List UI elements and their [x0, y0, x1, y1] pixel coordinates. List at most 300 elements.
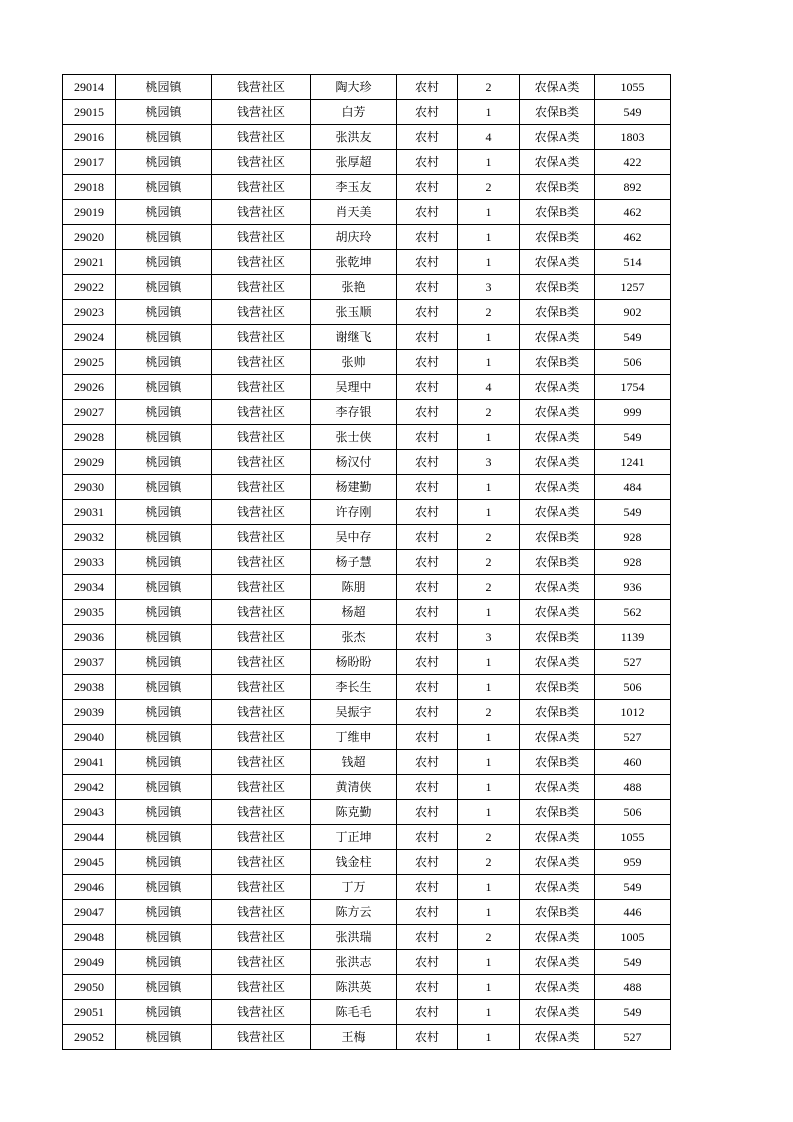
table-cell-amount: 527 [595, 650, 671, 675]
table-cell-community: 钱营社区 [212, 300, 311, 325]
table-cell-amount: 562 [595, 600, 671, 625]
table-cell-insurance-category: 农保A类 [520, 575, 595, 600]
table-cell-amount: 1055 [595, 825, 671, 850]
table-row [63, 825, 671, 850]
table-cell-community: 钱营社区 [212, 100, 311, 125]
table-cell-amount: 1139 [595, 625, 671, 650]
table-cell-amount: 506 [595, 350, 671, 375]
table-cell-record-id: 29041 [63, 750, 116, 775]
table-cell-town: 桃园镇 [116, 500, 212, 525]
table-cell-person-count: 4 [458, 375, 520, 400]
table-cell-record-id: 29017 [63, 150, 116, 175]
table-cell-town: 桃园镇 [116, 300, 212, 325]
table-cell-amount: 462 [595, 225, 671, 250]
table-cell-amount: 422 [595, 150, 671, 175]
table-cell-record-id: 29038 [63, 675, 116, 700]
table-cell-person-count: 1 [458, 425, 520, 450]
table-cell-amount: 1055 [595, 75, 671, 100]
table-cell-town: 桃园镇 [116, 550, 212, 575]
table-cell-residence-type: 农村 [397, 375, 458, 400]
table-cell-amount: 1257 [595, 275, 671, 300]
table-cell-community: 钱营社区 [212, 800, 311, 825]
table-cell-town: 桃园镇 [116, 175, 212, 200]
table-cell-residence-type: 农村 [397, 200, 458, 225]
table-cell-amount: 446 [595, 900, 671, 925]
table-cell-community: 钱营社区 [212, 575, 311, 600]
table-cell-insurance-category: 农保B类 [520, 100, 595, 125]
table-cell-insurance-category: 农保A类 [520, 1000, 595, 1025]
table-cell-community: 钱营社区 [212, 75, 311, 100]
table-cell-community: 钱营社区 [212, 275, 311, 300]
table-row [63, 75, 671, 100]
table-cell-insurance-category: 农保B类 [520, 300, 595, 325]
table-cell-town: 桃园镇 [116, 1025, 212, 1050]
table-cell-insurance-category: 农保A类 [520, 1025, 595, 1050]
table-cell-insurance-category: 农保A类 [520, 125, 595, 150]
table-cell-amount: 1005 [595, 925, 671, 950]
table-cell-town: 桃园镇 [116, 125, 212, 150]
table-cell-residence-type: 农村 [397, 450, 458, 475]
table-cell-record-id: 29043 [63, 800, 116, 825]
table-cell-record-id: 29028 [63, 425, 116, 450]
table-cell-residence-type: 农村 [397, 475, 458, 500]
table-cell-town: 桃园镇 [116, 775, 212, 800]
table-row [63, 525, 671, 550]
table-cell-insurance-category: 农保B类 [520, 350, 595, 375]
table-row [63, 500, 671, 525]
table-cell-name: 陈朋 [311, 575, 397, 600]
table-cell-community: 钱营社区 [212, 550, 311, 575]
table-cell-record-id: 29029 [63, 450, 116, 475]
table-cell-community: 钱营社区 [212, 400, 311, 425]
table-cell-name: 陶大珍 [311, 75, 397, 100]
table-cell-residence-type: 农村 [397, 975, 458, 1000]
table-cell-town: 桃园镇 [116, 750, 212, 775]
table-cell-name: 钱金柱 [311, 850, 397, 875]
table-cell-amount: 549 [595, 950, 671, 975]
table-cell-record-id: 29045 [63, 850, 116, 875]
table-cell-amount: 549 [595, 500, 671, 525]
table-cell-amount: 527 [595, 725, 671, 750]
table-cell-record-id: 29024 [63, 325, 116, 350]
table-cell-town: 桃园镇 [116, 975, 212, 1000]
table-cell-record-id: 29049 [63, 950, 116, 975]
table-cell-person-count: 1 [458, 475, 520, 500]
table-cell-amount: 488 [595, 975, 671, 1000]
table-cell-town: 桃园镇 [116, 675, 212, 700]
table-cell-name: 李玉友 [311, 175, 397, 200]
table-cell-record-id: 29020 [63, 225, 116, 250]
table-cell-town: 桃园镇 [116, 75, 212, 100]
table-cell-insurance-category: 农保A类 [520, 600, 595, 625]
table-cell-person-count: 1 [458, 200, 520, 225]
table-cell-residence-type: 农村 [397, 125, 458, 150]
table-row [63, 375, 671, 400]
table-cell-residence-type: 农村 [397, 250, 458, 275]
table-cell-record-id: 29014 [63, 75, 116, 100]
table-cell-town: 桃园镇 [116, 350, 212, 375]
table-row [63, 600, 671, 625]
table-cell-amount: 1241 [595, 450, 671, 475]
table-cell-person-count: 1 [458, 250, 520, 275]
table-cell-record-id: 29047 [63, 900, 116, 925]
table-cell-residence-type: 农村 [397, 950, 458, 975]
table-cell-community: 钱营社区 [212, 475, 311, 500]
table-cell-name: 丁正坤 [311, 825, 397, 850]
table-cell-insurance-category: 农保A类 [520, 725, 595, 750]
table-cell-community: 钱营社区 [212, 500, 311, 525]
table-cell-town: 桃园镇 [116, 650, 212, 675]
table-cell-town: 桃园镇 [116, 800, 212, 825]
table-cell-name: 吴理中 [311, 375, 397, 400]
table-cell-name: 王梅 [311, 1025, 397, 1050]
table-cell-amount: 1012 [595, 700, 671, 725]
table-cell-town: 桃园镇 [116, 400, 212, 425]
table-cell-insurance-category: 农保B类 [520, 675, 595, 700]
table-cell-town: 桃园镇 [116, 325, 212, 350]
table-cell-amount: 902 [595, 300, 671, 325]
table-cell-name: 杨子慧 [311, 550, 397, 575]
table-row [63, 175, 671, 200]
table-cell-community: 钱营社区 [212, 850, 311, 875]
table-cell-residence-type: 农村 [397, 725, 458, 750]
table-cell-community: 钱营社区 [212, 625, 311, 650]
table-row [63, 225, 671, 250]
records-table-body [63, 75, 671, 1050]
table-cell-community: 钱营社区 [212, 950, 311, 975]
table-cell-person-count: 2 [458, 850, 520, 875]
table-cell-town: 桃园镇 [116, 1000, 212, 1025]
table-cell-community: 钱营社区 [212, 350, 311, 375]
table-cell-person-count: 3 [458, 275, 520, 300]
table-cell-residence-type: 农村 [397, 800, 458, 825]
table-cell-record-id: 29051 [63, 1000, 116, 1025]
table-cell-record-id: 29048 [63, 925, 116, 950]
table-cell-amount: 892 [595, 175, 671, 200]
table-cell-town: 桃园镇 [116, 900, 212, 925]
table-row [63, 700, 671, 725]
table-cell-community: 钱营社区 [212, 450, 311, 475]
table-cell-residence-type: 农村 [397, 775, 458, 800]
table-cell-insurance-category: 农保A类 [520, 650, 595, 675]
table-cell-amount: 1754 [595, 375, 671, 400]
table-cell-name: 张玉顺 [311, 300, 397, 325]
table-cell-name: 肖天美 [311, 200, 397, 225]
table-cell-amount: 462 [595, 200, 671, 225]
table-cell-residence-type: 农村 [397, 100, 458, 125]
table-cell-residence-type: 农村 [397, 500, 458, 525]
table-cell-name: 张洪志 [311, 950, 397, 975]
table-cell-name: 陈方云 [311, 900, 397, 925]
table-cell-insurance-category: 农保A类 [520, 75, 595, 100]
table-cell-residence-type: 农村 [397, 875, 458, 900]
table-cell-name: 陈毛毛 [311, 1000, 397, 1025]
table-cell-residence-type: 农村 [397, 675, 458, 700]
table-cell-name: 杨超 [311, 600, 397, 625]
table-cell-insurance-category: 农保A类 [520, 925, 595, 950]
table-cell-name: 李存银 [311, 400, 397, 425]
table-cell-amount: 514 [595, 250, 671, 275]
table-cell-insurance-category: 农保A类 [520, 375, 595, 400]
table-cell-insurance-category: 农保A类 [520, 475, 595, 500]
table-cell-record-id: 29015 [63, 100, 116, 125]
table-cell-town: 桃园镇 [116, 625, 212, 650]
table-row [63, 625, 671, 650]
table-cell-person-count: 1 [458, 775, 520, 800]
table-cell-residence-type: 农村 [397, 550, 458, 575]
table-cell-community: 钱营社区 [212, 150, 311, 175]
table-cell-record-id: 29026 [63, 375, 116, 400]
table-cell-amount: 959 [595, 850, 671, 875]
table-cell-insurance-category: 农保A类 [520, 500, 595, 525]
table-cell-community: 钱营社区 [212, 125, 311, 150]
table-cell-residence-type: 农村 [397, 300, 458, 325]
table-cell-person-count: 3 [458, 625, 520, 650]
table-cell-residence-type: 农村 [397, 900, 458, 925]
table-cell-person-count: 1 [458, 675, 520, 700]
table-cell-person-count: 1 [458, 150, 520, 175]
table-cell-record-id: 29031 [63, 500, 116, 525]
table-cell-person-count: 1 [458, 500, 520, 525]
table-cell-amount: 1803 [595, 125, 671, 150]
table-row [63, 425, 671, 450]
table-row [63, 750, 671, 775]
table-cell-residence-type: 农村 [397, 925, 458, 950]
table-cell-residence-type: 农村 [397, 400, 458, 425]
table-cell-community: 钱营社区 [212, 775, 311, 800]
table-cell-amount: 506 [595, 675, 671, 700]
table-cell-insurance-category: 农保B类 [520, 700, 595, 725]
table-cell-person-count: 1 [458, 1000, 520, 1025]
table-cell-record-id: 29050 [63, 975, 116, 1000]
table-cell-community: 钱营社区 [212, 875, 311, 900]
table-cell-name: 陈洪英 [311, 975, 397, 1000]
table-cell-name: 许存刚 [311, 500, 397, 525]
table-cell-community: 钱营社区 [212, 725, 311, 750]
table-cell-residence-type: 农村 [397, 1000, 458, 1025]
table-cell-town: 桃园镇 [116, 700, 212, 725]
table-cell-community: 钱营社区 [212, 925, 311, 950]
table-cell-insurance-category: 农保B类 [520, 525, 595, 550]
table-cell-amount: 549 [595, 875, 671, 900]
table-cell-name: 张杰 [311, 625, 397, 650]
table-cell-amount: 549 [595, 100, 671, 125]
table-cell-record-id: 29034 [63, 575, 116, 600]
table-cell-insurance-category: 农保B类 [520, 750, 595, 775]
table-cell-residence-type: 农村 [397, 650, 458, 675]
table-cell-record-id: 29022 [63, 275, 116, 300]
table-cell-community: 钱营社区 [212, 675, 311, 700]
table-cell-insurance-category: 农保A类 [520, 325, 595, 350]
table-cell-name: 丁维申 [311, 725, 397, 750]
table-cell-name: 张帅 [311, 350, 397, 375]
table-cell-record-id: 29052 [63, 1025, 116, 1050]
table-row [63, 850, 671, 875]
table-cell-insurance-category: 农保A类 [520, 425, 595, 450]
table-cell-community: 钱营社区 [212, 1000, 311, 1025]
table-cell-name: 张洪瑞 [311, 925, 397, 950]
table-cell-name: 陈克勤 [311, 800, 397, 825]
table-cell-community: 钱营社区 [212, 650, 311, 675]
table-cell-name: 钱超 [311, 750, 397, 775]
table-cell-amount: 928 [595, 525, 671, 550]
table-cell-amount: 460 [595, 750, 671, 775]
table-cell-person-count: 2 [458, 300, 520, 325]
table-cell-person-count: 2 [458, 700, 520, 725]
table-cell-person-count: 2 [458, 525, 520, 550]
table-cell-name: 白芳 [311, 100, 397, 125]
table-cell-person-count: 1 [458, 875, 520, 900]
table-cell-person-count: 2 [458, 825, 520, 850]
table-cell-residence-type: 农村 [397, 1025, 458, 1050]
table-cell-name: 吴中存 [311, 525, 397, 550]
table-row [63, 575, 671, 600]
table-cell-record-id: 29036 [63, 625, 116, 650]
table-cell-community: 钱营社区 [212, 200, 311, 225]
table-cell-person-count: 1 [458, 100, 520, 125]
table-row [63, 725, 671, 750]
table-cell-person-count: 1 [458, 600, 520, 625]
table-row [63, 675, 671, 700]
table-cell-person-count: 2 [458, 925, 520, 950]
table-cell-community: 钱营社区 [212, 250, 311, 275]
table-cell-insurance-category: 农保B类 [520, 800, 595, 825]
table-cell-insurance-category: 农保A类 [520, 250, 595, 275]
table-cell-town: 桃园镇 [116, 375, 212, 400]
table-cell-residence-type: 农村 [397, 825, 458, 850]
table-cell-record-id: 29016 [63, 125, 116, 150]
table-cell-amount: 549 [595, 425, 671, 450]
table-cell-residence-type: 农村 [397, 425, 458, 450]
table-cell-person-count: 1 [458, 950, 520, 975]
table-row [63, 550, 671, 575]
table-row [63, 100, 671, 125]
table-cell-town: 桃园镇 [116, 825, 212, 850]
table-row [63, 975, 671, 1000]
table-cell-name: 张厚超 [311, 150, 397, 175]
table-cell-record-id: 29023 [63, 300, 116, 325]
table-cell-residence-type: 农村 [397, 350, 458, 375]
table-cell-residence-type: 农村 [397, 850, 458, 875]
table-cell-amount: 488 [595, 775, 671, 800]
table-cell-amount: 527 [595, 1025, 671, 1050]
table-cell-name: 张乾坤 [311, 250, 397, 275]
table-cell-person-count: 1 [458, 725, 520, 750]
table-cell-insurance-category: 农保B类 [520, 225, 595, 250]
table-cell-town: 桃园镇 [116, 950, 212, 975]
table-row [63, 875, 671, 900]
table-cell-name: 张士侠 [311, 425, 397, 450]
table-cell-record-id: 29037 [63, 650, 116, 675]
table-cell-name: 丁万 [311, 875, 397, 900]
table-cell-name: 谢继飞 [311, 325, 397, 350]
table-cell-insurance-category: 农保A类 [520, 825, 595, 850]
table-cell-amount: 936 [595, 575, 671, 600]
table-row [63, 350, 671, 375]
table-cell-name: 李长生 [311, 675, 397, 700]
table-cell-town: 桃园镇 [116, 100, 212, 125]
table-row [63, 275, 671, 300]
table-cell-record-id: 29032 [63, 525, 116, 550]
table-cell-residence-type: 农村 [397, 600, 458, 625]
table-cell-record-id: 29039 [63, 700, 116, 725]
table-cell-community: 钱营社区 [212, 900, 311, 925]
table-cell-insurance-category: 农保A类 [520, 950, 595, 975]
table-cell-town: 桃园镇 [116, 275, 212, 300]
table-cell-record-id: 29030 [63, 475, 116, 500]
table-row [63, 200, 671, 225]
table-cell-town: 桃园镇 [116, 525, 212, 550]
table-row [63, 800, 671, 825]
table-cell-record-id: 29044 [63, 825, 116, 850]
table-cell-town: 桃园镇 [116, 150, 212, 175]
table-cell-person-count: 2 [458, 400, 520, 425]
table-cell-town: 桃园镇 [116, 725, 212, 750]
table-cell-person-count: 2 [458, 575, 520, 600]
table-cell-name: 胡庆玲 [311, 225, 397, 250]
table-cell-community: 钱营社区 [212, 750, 311, 775]
table-cell-record-id: 29019 [63, 200, 116, 225]
table-cell-person-count: 2 [458, 75, 520, 100]
table-cell-residence-type: 农村 [397, 625, 458, 650]
table-cell-amount: 506 [595, 800, 671, 825]
table-cell-person-count: 1 [458, 900, 520, 925]
table-cell-town: 桃园镇 [116, 600, 212, 625]
table-row [63, 300, 671, 325]
table-cell-insurance-category: 农保B类 [520, 900, 595, 925]
table-cell-record-id: 29021 [63, 250, 116, 275]
table-cell-residence-type: 农村 [397, 150, 458, 175]
table-cell-residence-type: 农村 [397, 225, 458, 250]
table-cell-amount: 484 [595, 475, 671, 500]
table-cell-person-count: 1 [458, 225, 520, 250]
table-cell-community: 钱营社区 [212, 375, 311, 400]
table-cell-residence-type: 农村 [397, 700, 458, 725]
table-cell-name: 吴振宇 [311, 700, 397, 725]
table-row [63, 475, 671, 500]
table-cell-name: 杨建勤 [311, 475, 397, 500]
table-cell-town: 桃园镇 [116, 875, 212, 900]
table-row [63, 450, 671, 475]
table-cell-person-count: 2 [458, 550, 520, 575]
table-cell-town: 桃园镇 [116, 475, 212, 500]
table-cell-record-id: 29027 [63, 400, 116, 425]
table-row [63, 400, 671, 425]
table-cell-residence-type: 农村 [397, 175, 458, 200]
table-cell-community: 钱营社区 [212, 175, 311, 200]
table-cell-name: 黄清侠 [311, 775, 397, 800]
table-cell-community: 钱营社区 [212, 975, 311, 1000]
table-cell-person-count: 1 [458, 325, 520, 350]
table-cell-insurance-category: 农保A类 [520, 150, 595, 175]
table-row [63, 250, 671, 275]
table-cell-insurance-category: 农保A类 [520, 450, 595, 475]
table-cell-town: 桃园镇 [116, 425, 212, 450]
table-cell-person-count: 3 [458, 450, 520, 475]
table-cell-insurance-category: 农保B类 [520, 550, 595, 575]
table-cell-person-count: 2 [458, 175, 520, 200]
table-cell-insurance-category: 农保B类 [520, 625, 595, 650]
table-cell-record-id: 29033 [63, 550, 116, 575]
table-cell-record-id: 29018 [63, 175, 116, 200]
table-cell-community: 钱营社区 [212, 825, 311, 850]
table-cell-town: 桃园镇 [116, 450, 212, 475]
table-cell-name: 张艳 [311, 275, 397, 300]
table-cell-community: 钱营社区 [212, 225, 311, 250]
table-cell-community: 钱营社区 [212, 700, 311, 725]
table-cell-community: 钱营社区 [212, 425, 311, 450]
table-cell-insurance-category: 农保A类 [520, 875, 595, 900]
